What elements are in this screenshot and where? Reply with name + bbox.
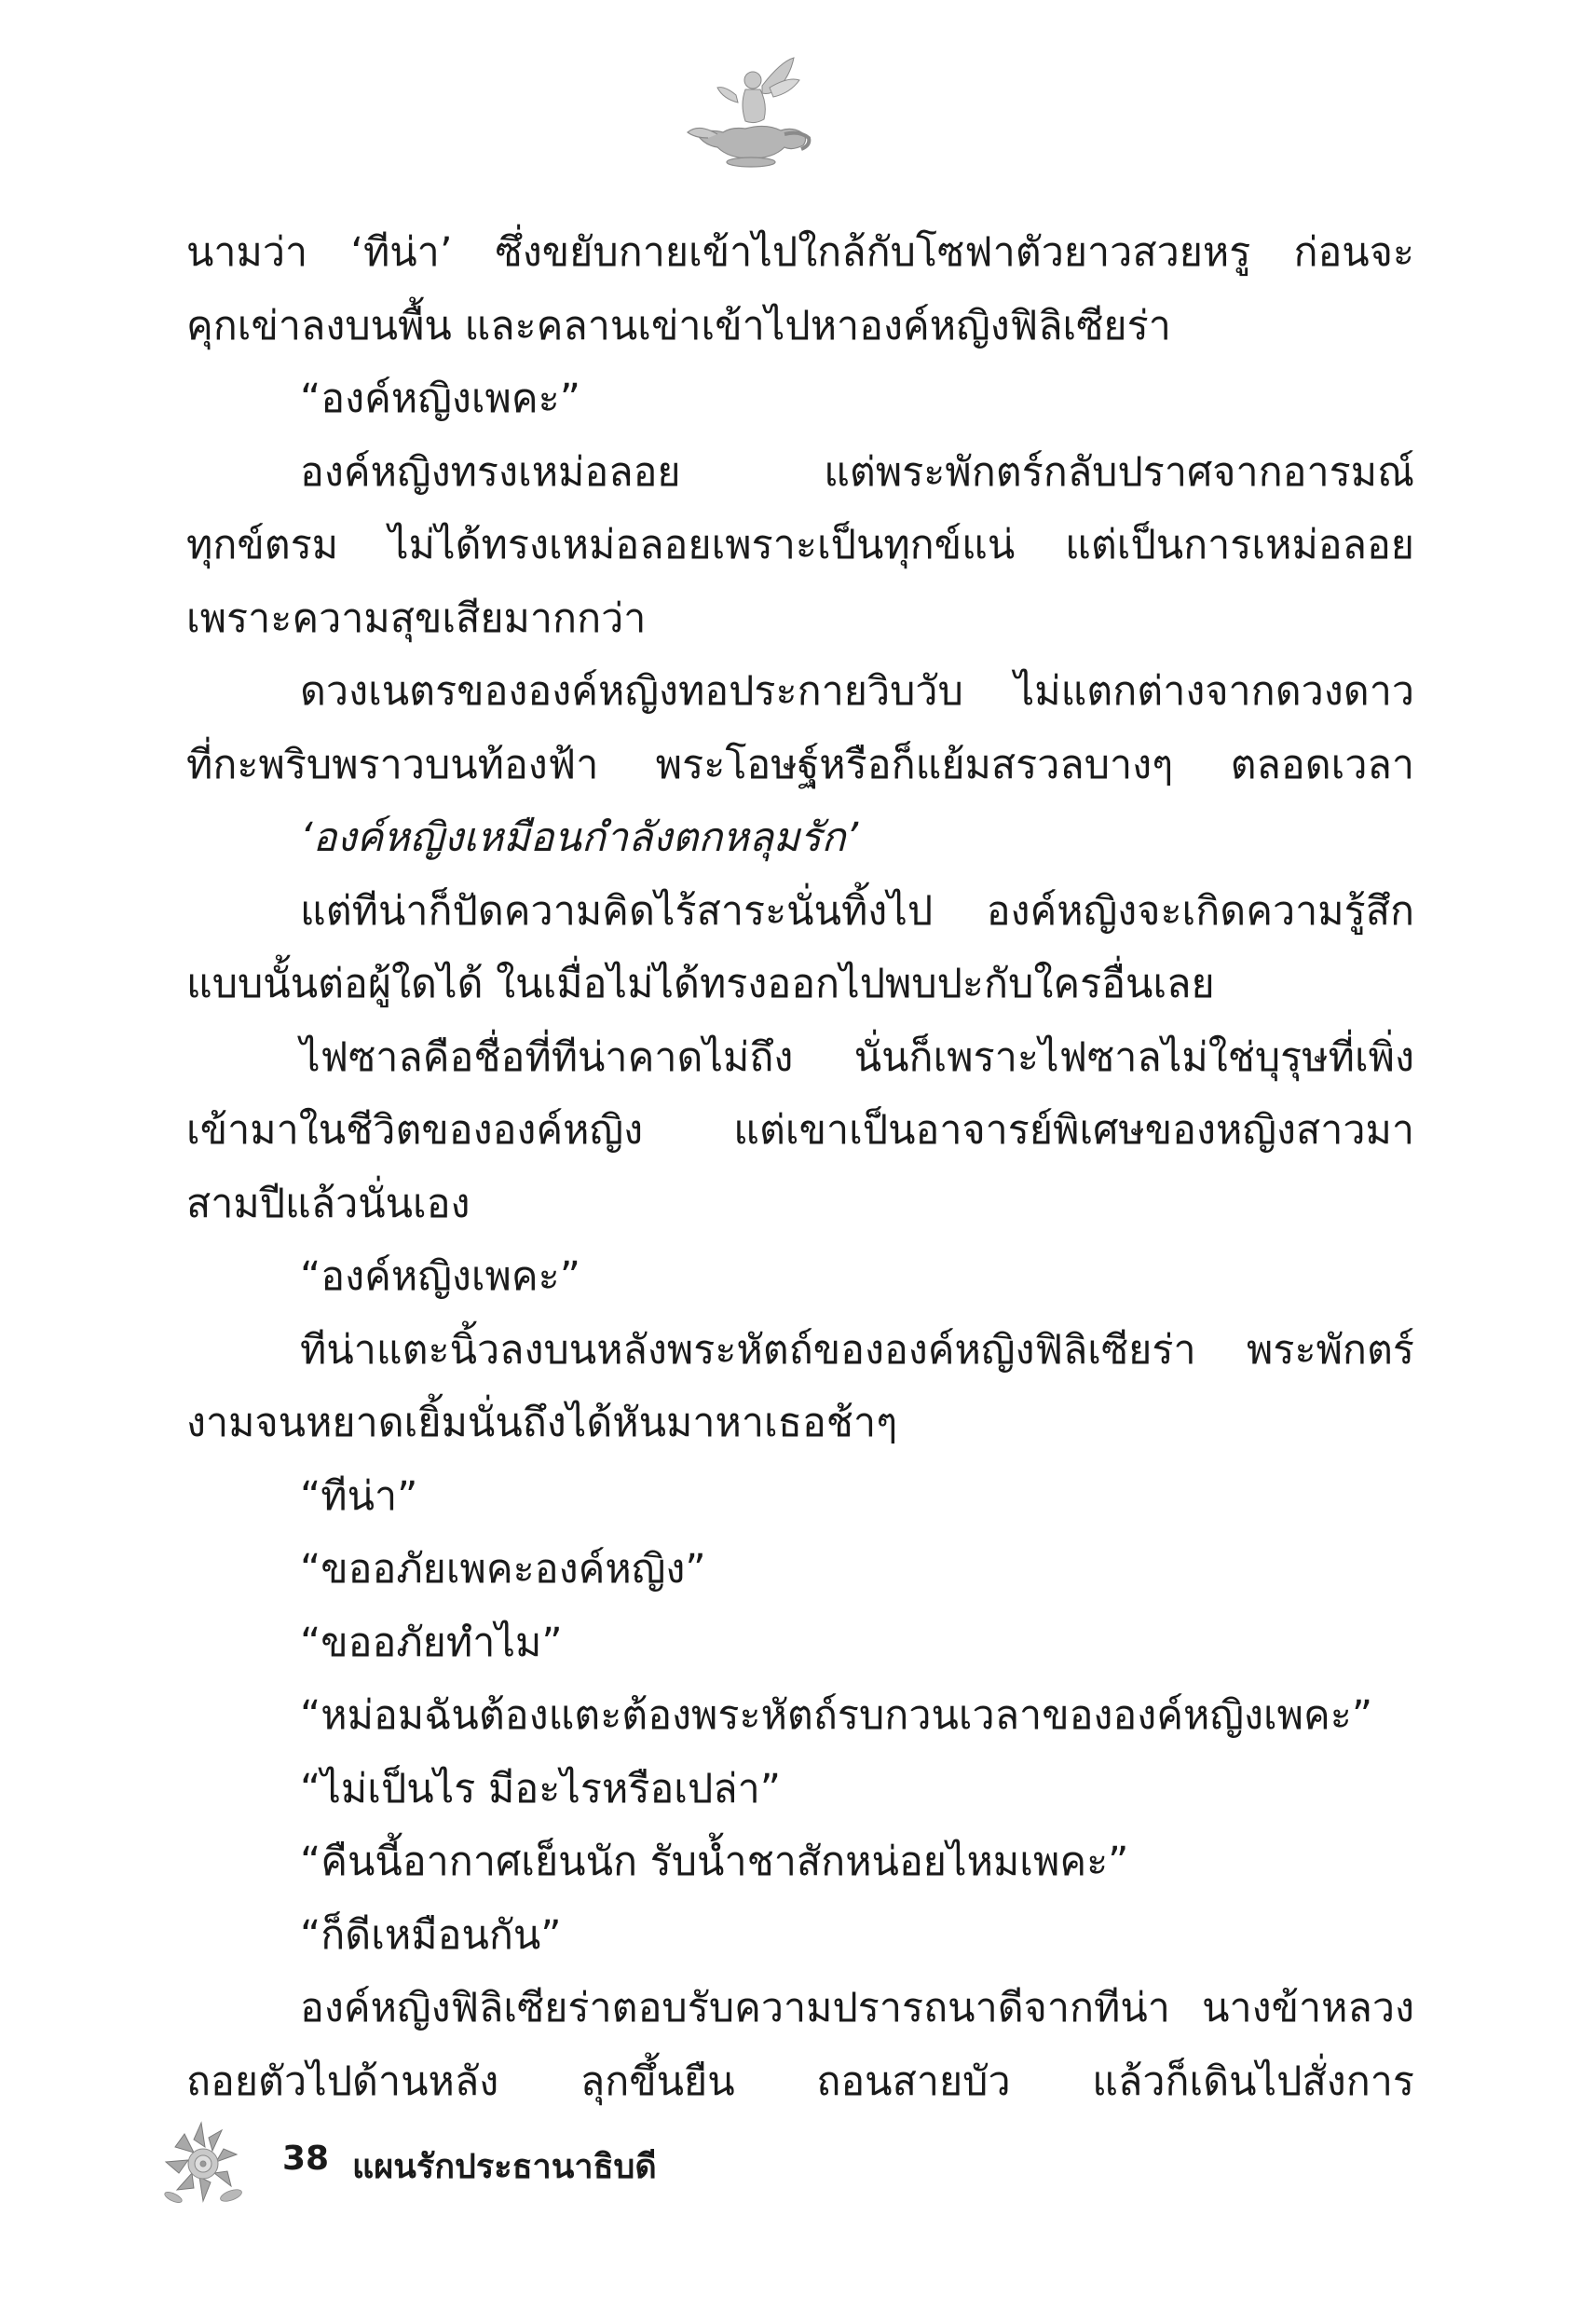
text-line: “องค์หญิงเพคะ” (300, 376, 581, 422)
text-line: “คืนนี้อากาศเย็นนัก รับน้ำชาสักหน่อยไหมเพคะ” (300, 1839, 1129, 1885)
text-line: ถอยตัวไปด้านหลัง ลุกขึ้นยืน ถอนสายบัว แล้วก็เดินไปสั่งการ (186, 2058, 1414, 2105)
text-line: แบบนั้นต่อผู้ใดได้ ในเมื่อไม่ได้ทรงออกไปพบปะกับใครอื่นเลย (186, 961, 1215, 1007)
text-line: นามว่า ‘ทีน่า’ ซึ่งขยับกายเข้าไปใกล้กับโซฟาตัวยาวสวยหรู ก่อนจะ (186, 229, 1414, 276)
text-line: ‘องค์หญิงเหมือนกำลังตกหลุมรัก’ (300, 814, 859, 861)
text-line: งามจนหยาดเยิ้มนั่นถึงได้หันมาหาเธอช้าๆ (186, 1400, 898, 1446)
cupid-teapot-ornament-icon (680, 48, 820, 170)
text-line: องค์หญิงทรงเหม่อลอย แต่พระพักตร์กลับปราศจากอารมณ์ (300, 448, 1414, 496)
text-line: “หม่อมฉันต้องแตะต้องพระหัตถ์รบกวนเวลาขององค์หญิงเพคะ” (300, 1692, 1373, 1739)
text-line: ทีน่าแตะนิ้วลงบนหลังพระหัตถ์ขององค์หญิงฟิลิเซียร่า พระพักตร์ (300, 1326, 1414, 1374)
flower-ornament-icon (157, 2115, 259, 2208)
text-line: ทุกข์ตรม ไม่ได้ทรงเหม่อลอยเพราะเป็นทุกข์แน่ แต่เป็นการเหม่อลอย (186, 522, 1414, 568)
body-text (186, 216, 1414, 2118)
text-line: “ทีน่า” (300, 1472, 418, 1520)
text-line: “ขออภัยเพคะองค์หญิง” (300, 1546, 706, 1593)
text-line: “องค์หญิงเพคะ” (300, 1253, 581, 1300)
text-line: ไฟซาลคือชื่อที่ทีน่าคาดไม่ถึง นั่นก็เพราะไฟซาลไม่ใช่บุรุษที่เพิ่ง (300, 1033, 1414, 1081)
text-line: เพราะความสุขเสียมากกว่า (186, 595, 647, 642)
text-line: ดวงเนตรขององค์หญิงทอประกายวิบวับ ไม่แตกต่างจากดวงดาว (300, 668, 1414, 715)
text-line: ที่กะพริบพราวบนท้องฟ้า พระโอษฐ์หรือก็แย้มสรวลบางๆ ตลอดเวลา (186, 741, 1414, 788)
page-number: 38 (282, 2140, 330, 2178)
text-line: สามปีแล้วนั่นเอง (186, 1180, 471, 1227)
text-line: “ขออภัยทำไม” (300, 1619, 563, 1666)
text-line: “ไม่เป็นไร มีอะไรหรือเปล่า” (300, 1765, 782, 1812)
text-line: แต่ทีน่าก็ปัดความคิดไร้สาระนั่นทิ้งไป องค์หญิงจะเกิดความรู้สึก (300, 887, 1414, 935)
book-title: แผนรักประธานาธิบดี (352, 2148, 657, 2186)
text-line: องค์หญิงฟิลิเซียร่าตอบรับความปรารถนาดีจากทีน่า นางข้าหลวง (300, 1985, 1414, 2031)
text-line: คุกเข่าลงบนพื้น และคลานเข่าเข้าไปหาองค์หญิงฟิลิเซียร่า (186, 302, 1171, 349)
page-footer (157, 2115, 809, 2208)
text-line: “ก็ดีเหมือนกัน” (300, 1911, 562, 1959)
text-line: เข้ามาในชีวิตขององค์หญิง แต่เขาเป็นอาจารย์พิเศษของหญิงสาวมา (186, 1107, 1414, 1154)
